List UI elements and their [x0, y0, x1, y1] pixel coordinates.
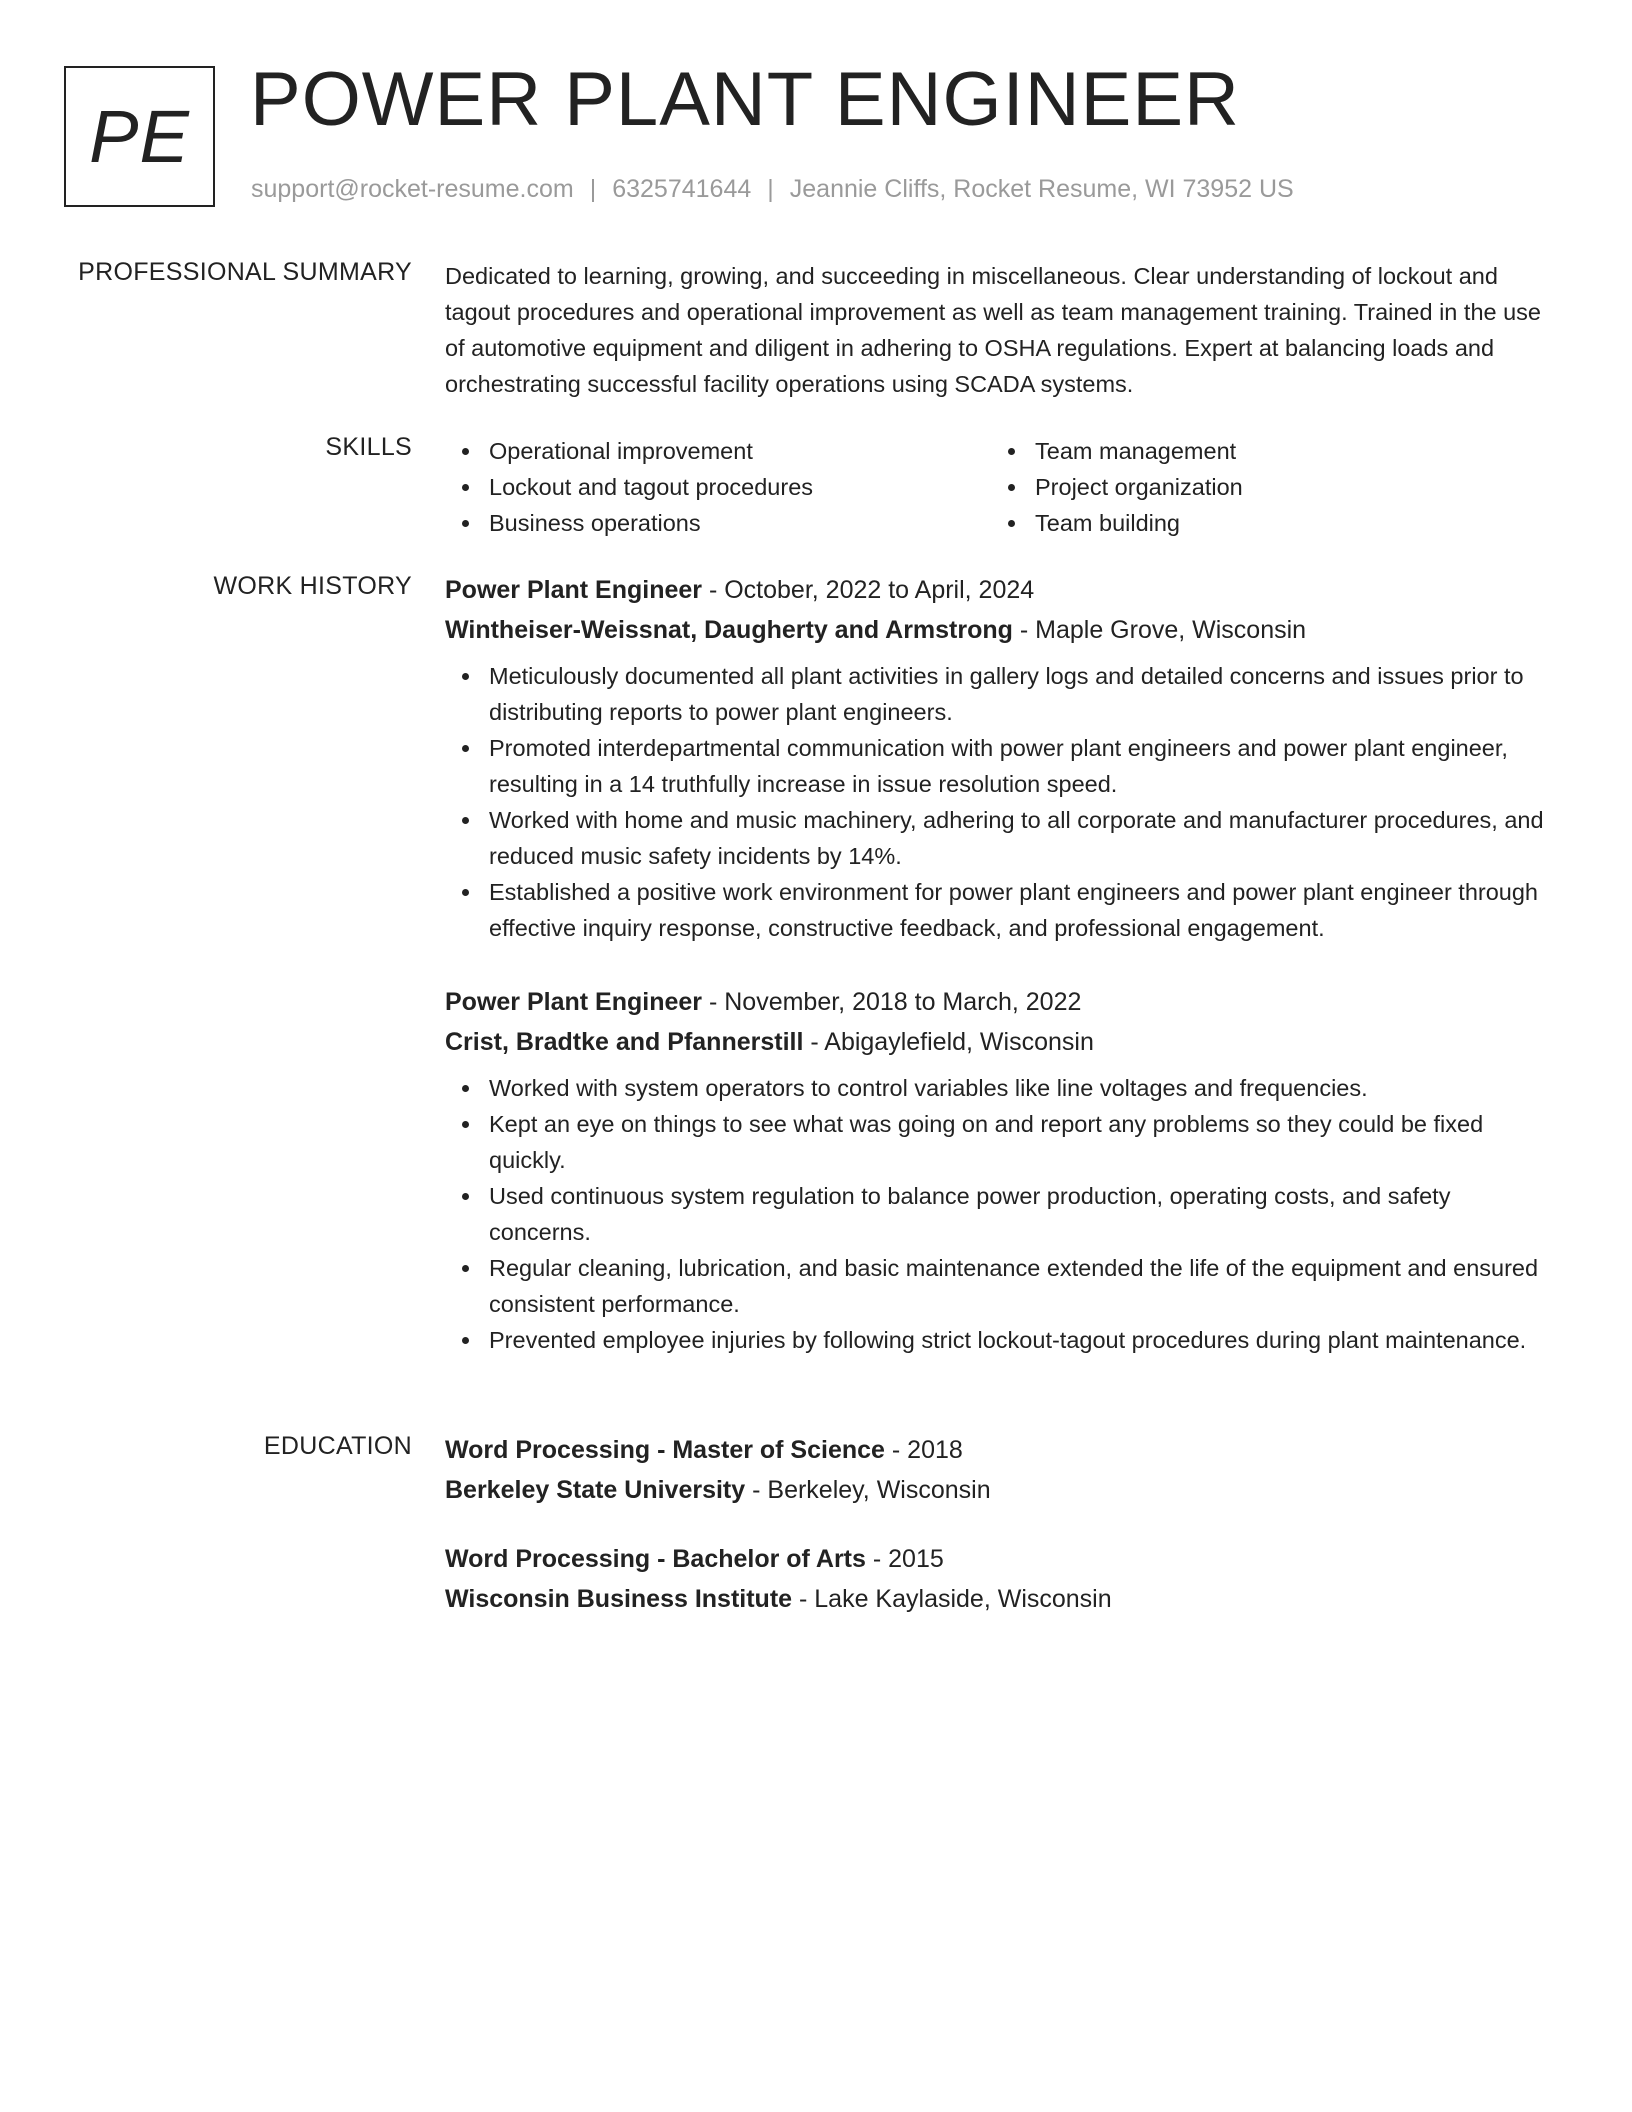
skill-item: Team management [1035, 433, 1537, 469]
job-bullet: Established a positive work environment for power plant engineers and power plant engineer through effective inquiry response, constructive feedback, and professional engagement. [489, 874, 1555, 946]
skills-body [445, 433, 1555, 541]
skills-column-left [445, 433, 991, 541]
monogram: PE [64, 66, 215, 207]
job-bullet: Promoted interdepartmental communication with power plant engineers and power plant engineer, resulting in a 14 truthfully increase in issue resolution speed. [489, 730, 1555, 802]
job-dates: - October, 2022 to April, 2024 [702, 576, 1035, 604]
summary-text: Dedicated to learning, growing, and succeeding in miscellaneous. Clear understanding of lockout and tagout procedures and operational improvement as well as team management training. Trained in the use of automotive equipment and diligent in adhering to OSHA regulations. Expert at balancing loads and orchestrating successful facility operations using SCADA systems. [445, 263, 1541, 397]
education-school: Berkeley State University [445, 1476, 746, 1504]
job-dates: - November, 2018 to March, 2022 [702, 988, 1082, 1016]
contact-separator: | [589, 175, 597, 203]
job-bullet: Regular cleaning, lubrication, and basic maintenance extended the life of the equipment and ensured consistent performance. [489, 1250, 1555, 1322]
education-degree-line [445, 1430, 1555, 1470]
education-degree-line [445, 1539, 1555, 1579]
job-company: Crist, Bradtke and Pfannerstill [445, 1028, 804, 1056]
contact-line [251, 175, 1294, 204]
education-year: - 2018 [884, 1436, 963, 1464]
contact-separator: | [767, 175, 774, 203]
education-location: - Berkeley, Wisconsin [745, 1476, 991, 1504]
resume-title: POWER PLANT ENGINEER [250, 57, 1240, 142]
education-degree: Word Processing - Bachelor of Arts [445, 1545, 866, 1573]
job-title: Power Plant Engineer [445, 576, 703, 604]
skill-item: Team building [1035, 505, 1537, 541]
skill-item: Business operations [489, 505, 991, 541]
job-title: Power Plant Engineer [445, 988, 703, 1016]
summary-body [445, 258, 1555, 402]
skill-item: Lockout and tagout procedures [489, 469, 991, 505]
job-company-line [445, 1022, 1555, 1062]
contact-phone[interactable]: 6325741644 [612, 175, 752, 203]
job-bullet: Meticulously documented all plant activities in gallery logs and detailed concerns and issues prior to distributing reports to power plant engineers. [489, 658, 1555, 730]
section-label-skills: SKILLS [325, 433, 412, 461]
education-year: - 2015 [865, 1545, 944, 1573]
job-company: Wintheiser-Weissnat, Daugherty and Armstrong [445, 616, 1013, 644]
job-entry [445, 570, 1555, 946]
skill-item: Operational improvement [489, 433, 991, 469]
education-entry [445, 1539, 1555, 1619]
job-bullet: Worked with system operators to control variables like line voltages and frequencies. [489, 1070, 1555, 1106]
education-entry [445, 1430, 1555, 1510]
job-bullet: Kept an eye on things to see what was going on and report any problems so they could be fixed quickly. [489, 1106, 1555, 1178]
skills-column-right [991, 433, 1537, 541]
contact-email[interactable]: support@rocket-resume.com [251, 175, 574, 203]
job-title-line [445, 570, 1555, 610]
job-bullets [445, 658, 1555, 946]
education-degree: Word Processing - Master of Science [445, 1436, 885, 1464]
job-title-line [445, 982, 1555, 1022]
job-bullets [445, 1070, 1555, 1358]
education-school-line [445, 1579, 1555, 1619]
job-company-line [445, 610, 1555, 650]
job-bullet: Prevented employee injuries by following strict lockout-tagout procedures during plant maintenance. [489, 1322, 1555, 1358]
education-school: Wisconsin Business Institute [445, 1585, 793, 1613]
skill-item: Project organization [1035, 469, 1537, 505]
education-location: - Lake Kaylaside, Wisconsin [792, 1585, 1112, 1613]
contact-address: Jeannie Cliffs, Rocket Resume, WI 73952 US [789, 175, 1294, 203]
job-bullet: Used continuous system regulation to balance power production, operating costs, and safety concerns. [489, 1178, 1555, 1250]
education-school-line [445, 1470, 1555, 1510]
section-label-summary: PROFESSIONAL SUMMARY [78, 258, 412, 286]
job-location: - Abigaylefield, Wisconsin [803, 1028, 1094, 1056]
job-bullet: Worked with home and music machinery, adhering to all corporate and manufacturer procedures, and reduced music safety incidents by 14%. [489, 802, 1555, 874]
section-label-education: EDUCATION [263, 1432, 412, 1460]
job-entry [445, 982, 1555, 1358]
section-label-work: WORK HISTORY [213, 572, 412, 600]
job-location: - Maple Grove, Wisconsin [1012, 616, 1307, 644]
